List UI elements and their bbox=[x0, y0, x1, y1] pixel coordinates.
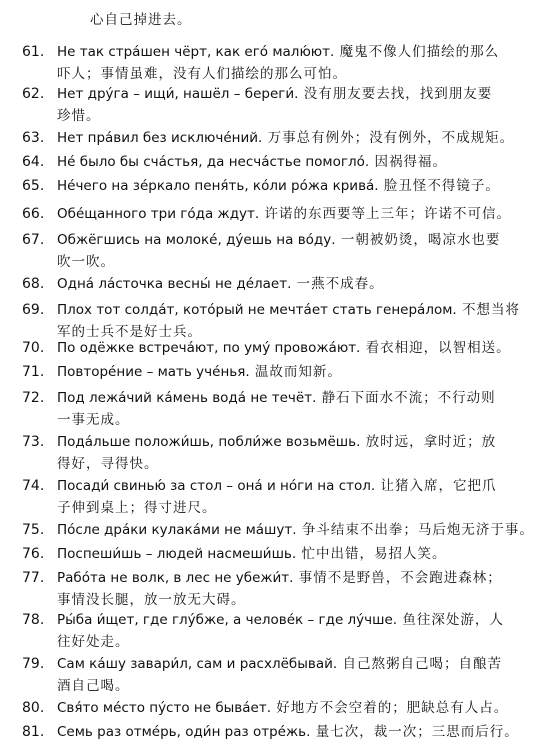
proverb-number: 71. bbox=[22, 364, 45, 380]
russian-proverb-text: Пода́льше положи́шь, побли́же возьмёшь. bbox=[57, 434, 361, 450]
chinese-translation-text: 一朝被奶烫，喝凉水也要 bbox=[335, 232, 501, 248]
proverb-continuation-line bbox=[57, 676, 487, 696]
proverb-continuation-line bbox=[57, 454, 487, 474]
proverb-number: 80. bbox=[22, 700, 45, 716]
chinese-translation-text: 得好，寻得快。 bbox=[57, 456, 159, 472]
chinese-translation-text: 没有朋友要去找，找到朋友要 bbox=[298, 86, 493, 102]
proverb-line bbox=[57, 274, 487, 294]
russian-proverb-text: Одна́ ла́сточка весны́ не де́лает. bbox=[57, 276, 292, 292]
proverb-continuation-line bbox=[57, 632, 487, 652]
proverb-number: 68. bbox=[22, 276, 45, 292]
chinese-translation-text: 争斗结束不出拳；马后炮无济于事。 bbox=[296, 522, 534, 538]
chinese-translation-text: 一事无成。 bbox=[57, 412, 130, 428]
proverb-line bbox=[57, 568, 502, 588]
proverb-line bbox=[57, 300, 520, 320]
proverb-line bbox=[57, 432, 497, 452]
proverb-number: 79. bbox=[22, 656, 45, 672]
chinese-translation-text: 事情不是野兽，不会跑进森林； bbox=[293, 570, 502, 586]
proverb-continuation-line bbox=[57, 106, 487, 126]
proverb-line bbox=[57, 520, 534, 540]
chinese-translation-text: 魔鬼不像人们描绘的那么 bbox=[334, 44, 500, 60]
chinese-translation-text: 忙中出错，易招人笑。 bbox=[296, 546, 447, 562]
proverb-continuation-line bbox=[57, 252, 487, 272]
chinese-translation-text: 往好处走。 bbox=[57, 634, 130, 650]
proverb-continuation-line bbox=[57, 590, 487, 610]
proverb-line bbox=[57, 698, 509, 718]
proverb-continuation-line bbox=[57, 64, 487, 84]
proverb-number: 73. bbox=[22, 434, 45, 450]
proverb-number: 67. bbox=[22, 232, 45, 248]
chinese-translation-text: 自己熬粥自己喝；自酿苦 bbox=[337, 656, 502, 672]
chinese-translation-text: 好地方不会空着的；肥缺总有人占。 bbox=[271, 700, 509, 716]
proverb-line bbox=[57, 338, 511, 358]
russian-proverb-text: Не́чего на зе́ркало пеня́ть, ко́ли ро́жа крива́. bbox=[57, 178, 379, 194]
chinese-translation-text: 珍惜。 bbox=[57, 108, 101, 124]
russian-proverb-text: Ры́ба и́щет, где глу́бже, а челове́к – где лу́чше. bbox=[57, 612, 398, 628]
proverb-line bbox=[57, 654, 502, 674]
russian-proverb-text: Сам ка́шу завари́л, сам и расхлёбывай. bbox=[57, 656, 338, 672]
russian-proverb-text: Семь раз отме́рь, оди́н раз отре́жь. bbox=[57, 724, 311, 740]
russian-proverb-text: Рабо́та не волк, в лес не убежи́т. bbox=[57, 570, 294, 586]
proverb-line bbox=[57, 476, 497, 496]
proverb-number: 62. bbox=[22, 86, 45, 102]
proverb-number: 74. bbox=[22, 478, 45, 494]
russian-proverb-text: Под лежа́чий ка́мень вода́ не течёт. bbox=[57, 390, 317, 406]
proverb-line bbox=[57, 230, 501, 250]
chinese-translation-text: 鱼往深处游，人 bbox=[397, 612, 504, 628]
chinese-translation-text: 许诺的东西要等上三年；许诺不可信。 bbox=[259, 206, 511, 222]
russian-proverb-text: По одёжке встреча́ют, по уму́ провожа́ют. bbox=[57, 340, 361, 356]
russian-proverb-text: Обе́щанного три го́да ждут. bbox=[57, 206, 260, 222]
proverb-line bbox=[57, 610, 504, 630]
proverb-number: 77. bbox=[22, 570, 45, 586]
proverb-number: 76. bbox=[22, 546, 45, 562]
proverb-number: 78. bbox=[22, 612, 45, 628]
chinese-translation-text: 吓人；事情虽难，没有人们描绘的那么可怕。 bbox=[57, 66, 347, 82]
chinese-translation-text: 不想当将 bbox=[456, 302, 520, 318]
chinese-translation-text: 让猪入席，它把爪 bbox=[375, 478, 497, 494]
russian-proverb-text: По́сле дра́ки кулака́ми не ма́шут. bbox=[57, 522, 297, 538]
chinese-translation-text: 静石下面水不流；不行动则 bbox=[316, 390, 496, 406]
chinese-translation-text: 脸丑怪不得镜子。 bbox=[378, 178, 500, 194]
chinese-translation-text: 事情没长腿，放一放无大碍。 bbox=[57, 592, 246, 608]
proverb-line bbox=[57, 152, 487, 172]
chinese-translation-text: 万事总有例外；没有例外，不成规矩。 bbox=[262, 130, 515, 146]
proverb-number: 69. bbox=[22, 302, 45, 318]
proverb-number: 75. bbox=[22, 522, 45, 538]
proverb-line bbox=[90, 10, 520, 30]
chinese-translation-text: 吹一吹。 bbox=[57, 254, 115, 270]
chinese-translation-text: 温故而知新。 bbox=[249, 364, 342, 380]
chinese-translation-text: 看衣相迎，以智相送。 bbox=[360, 340, 511, 356]
russian-proverb-text: Посади́ свинью́ за стол – она́ и но́ги на стол. bbox=[57, 478, 376, 494]
chinese-translation-text: 量七次，裁一次；三思而后行。 bbox=[310, 724, 519, 740]
proverb-line bbox=[57, 388, 496, 408]
chinese-translation-text: 心自己掉进去。 bbox=[90, 12, 192, 28]
russian-proverb-text: Не́ было бы сча́стья, да несча́стье помогло́. bbox=[57, 154, 370, 170]
proverb-number: 65. bbox=[22, 178, 45, 194]
proverb-line bbox=[57, 722, 519, 742]
proverb-line bbox=[57, 544, 487, 564]
russian-proverb-text: Свя́то ме́сто пу́сто не быва́ет. bbox=[57, 700, 271, 716]
russian-proverb-text: Повторе́ние – мать уче́нья. bbox=[57, 364, 250, 380]
proverb-number: 72. bbox=[22, 390, 45, 406]
proverb-line bbox=[57, 128, 515, 148]
russian-proverb-text: Поспеши́шь – людей насмеши́шь. bbox=[57, 546, 297, 562]
proverb-number: 64. bbox=[22, 154, 45, 170]
proverb-number: 63. bbox=[22, 130, 45, 146]
russian-proverb-text: Нет дру́га – ищи́, нашёл – береги́. bbox=[57, 86, 299, 102]
proverb-line bbox=[57, 84, 493, 104]
proverb-number: 81. bbox=[22, 724, 45, 740]
proverb-number: 61. bbox=[22, 44, 45, 60]
russian-proverb-text: Нет пра́вил без исключе́ний. bbox=[57, 130, 263, 146]
chinese-translation-text: 酒自己喝。 bbox=[57, 678, 130, 694]
proverb-number: 66. bbox=[22, 206, 45, 222]
russian-proverb-text: Плох тот солда́т, кото́рый не мечта́ет стать генера́лом. bbox=[57, 302, 457, 318]
chinese-translation-text: 子伸到桌上；得寸进尺。 bbox=[57, 500, 217, 516]
chinese-translation-text: 放时远，拿时近；放 bbox=[360, 434, 497, 450]
russian-proverb-text: Обжёгшись на молоке́, ду́ешь на во́ду. bbox=[57, 232, 336, 248]
chinese-translation-text: 因祸得福。 bbox=[369, 154, 447, 170]
russian-proverb-text: Не так стра́шен чёрт, как его́ малю́ют. bbox=[57, 44, 335, 60]
proverb-continuation-line bbox=[57, 498, 487, 518]
proverb-line bbox=[57, 204, 511, 224]
proverb-line bbox=[57, 42, 500, 62]
proverb-line bbox=[57, 362, 487, 382]
chinese-translation-text: 一燕不成春。 bbox=[291, 276, 384, 292]
proverb-line bbox=[57, 176, 500, 196]
proverb-number: 70. bbox=[22, 340, 45, 356]
chinese-translation-text: 军的士兵不是好士兵。 bbox=[57, 324, 202, 340]
proverb-continuation-line bbox=[57, 410, 487, 430]
